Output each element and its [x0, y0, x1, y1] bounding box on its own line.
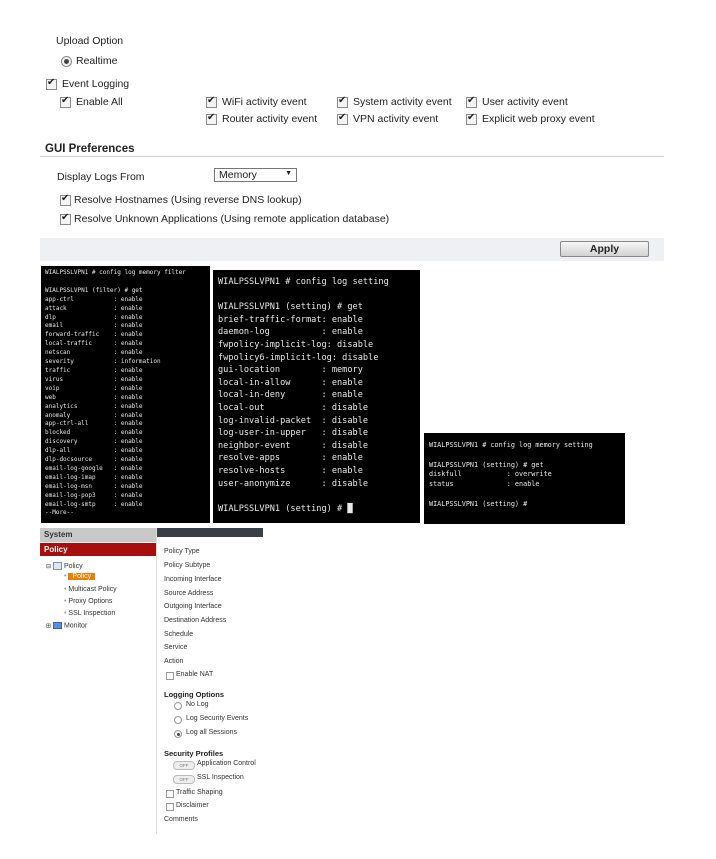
tree-monitor-label: Monitor [63, 622, 88, 630]
expand-minus-icon[interactable]: ⊟ [46, 563, 52, 570]
tree-item-multicast[interactable]: • Multicast Policy [64, 586, 117, 593]
security-profiles-heading: Security Profiles [164, 749, 224, 758]
user-event-label: User activity event [482, 96, 568, 108]
terminal-line: voip : enable [45, 384, 143, 392]
event-logging-label: Event Logging [62, 78, 130, 90]
display-logs-label: Display Logs From [57, 171, 145, 183]
apply-button[interactable]: Apply [560, 241, 649, 257]
terminal-line: app-ctrl-all : enable [45, 420, 143, 428]
terminal-line: fwpolicy-implicit-log: disable [218, 339, 374, 350]
realtime-radio[interactable] [61, 56, 72, 67]
realtime-label: Realtime [76, 55, 118, 67]
terminal-line [429, 490, 620, 500]
policy-folder-icon [53, 562, 62, 570]
terminal-line: gui-location : memory [218, 365, 363, 376]
schedule-label: Schedule [164, 631, 194, 638]
tree-monitor-group[interactable] [46, 622, 87, 629]
policy-subtype-label: Policy Subtype [164, 562, 211, 569]
resolve-apps-checkbox[interactable] [60, 214, 71, 225]
traffic-shaping-checkbox[interactable] [166, 790, 174, 798]
system-event-label: System activity event [353, 96, 452, 108]
terminal-line: dlp-docsource : enable [45, 456, 143, 464]
wifi-event-checkbox[interactable] [206, 97, 217, 108]
enable-nat-label: Enable NAT [176, 671, 214, 678]
log-setting-terminal [213, 270, 420, 523]
user-event-checkbox[interactable] [466, 97, 477, 108]
terminal-line: fwpolicy6-implicit-log: disable [218, 352, 379, 363]
terminal-line: traffic : enable [45, 366, 143, 374]
outgoing-interface-label: Outgoing Interface [164, 603, 222, 610]
terminal-line: WIALPSSLVPN1 # config log memory setting [429, 441, 593, 449]
ssl-inspection-label: SSL Inspection [197, 774, 244, 781]
application-control-label: Application Control [197, 760, 256, 767]
terminal-line: user-anonymize : disable [218, 478, 369, 489]
terminal-line [45, 278, 206, 287]
vpn-event-label: VPN activity event [353, 113, 439, 125]
system-nav-panel [40, 528, 157, 834]
terminal-line: virus : enable [45, 375, 143, 383]
terminal-line: WIALPSSLVPN1 (setting) # [429, 499, 528, 508]
terminal-line: --More-- [45, 509, 74, 517]
no-log-label: No Log [186, 701, 209, 708]
enable-all-checkbox[interactable] [60, 97, 71, 108]
action-label: Action [164, 658, 184, 665]
proxy-event-label: Explicit web proxy event [482, 113, 595, 125]
terminal-line: WIALPSSLVPN1 # config log memory filter [45, 269, 186, 276]
proxy-event-checkbox[interactable] [466, 114, 477, 125]
incoming-interface-label: Incoming Interface [164, 576, 222, 583]
terminal-line: brief-traffic-format: enable [218, 314, 363, 325]
wifi-event-label: WiFi activity event [222, 96, 307, 108]
policy-type-label: Policy Type [164, 548, 200, 555]
tree-item-multicast-label: Multicast Policy [68, 586, 117, 593]
monitor-icon [53, 622, 62, 629]
terminal-line: analytics : enable [45, 402, 143, 410]
terminal-line: attack : enable [45, 304, 143, 312]
tree-item-ssl-inspection[interactable]: • SSL Inspection [64, 610, 116, 617]
terminal-line: resolve-apps : enable [218, 453, 363, 464]
display-logs-value: Memory [219, 169, 257, 181]
enable-nat-checkbox[interactable] [166, 672, 174, 680]
terminal-line [429, 451, 620, 461]
terminal-line: WIALPSSLVPN1 # config log setting [218, 277, 389, 287]
terminal-line: local-out : disable [218, 402, 369, 413]
terminal-line: netscan : enable [45, 349, 143, 357]
terminal-line: dlp : enable [45, 313, 143, 321]
terminal-line: WIALPSSLVPN1 (setting) # get [218, 302, 363, 313]
terminal-line: discovery : enable [45, 438, 143, 446]
terminal-line: email : enable [45, 322, 143, 330]
expand-plus-icon[interactable]: ⊞ [46, 623, 52, 630]
terminal-line: diskfull : overwrite [429, 470, 552, 479]
terminal-line [218, 490, 415, 503]
terminal-line: local-traffic : enable [45, 340, 143, 348]
system-event-checkbox[interactable] [337, 97, 348, 108]
terminal-line: log-invalid-packet : disable [218, 415, 369, 426]
terminal-line: email-log-msn : enable [45, 482, 143, 490]
resolve-hostnames-label: Resolve Hostnames (Using reverse DNS lookup) [74, 194, 302, 206]
display-logs-select[interactable] [214, 168, 297, 182]
terminal-line: severity : information [45, 358, 161, 366]
policy-header[interactable]: Policy [40, 543, 156, 556]
terminal-line: resolve-hosts : enable [218, 465, 363, 476]
terminal-line: WIALPSSLVPN1 (filter) # get [45, 286, 143, 294]
terminal-line: WIALPSSLVPN1 (setting) # get [429, 460, 544, 469]
terminal-line: status : enable [429, 480, 540, 489]
resolve-apps-label: Resolve Unknown Applications (Using remote application database) [74, 213, 390, 225]
terminal-line: app-ctrl : enable [45, 295, 143, 303]
terminal-line: forward-traffic : enable [45, 331, 143, 339]
vpn-event-checkbox[interactable] [337, 114, 348, 125]
terminal-line: local-in-deny : enable [218, 390, 363, 401]
terminal-line: local-in-allow : enable [218, 377, 363, 388]
logging-options-heading: Logging Options [164, 690, 224, 699]
section-divider [40, 156, 664, 157]
log-security-events-label: Log Security Events [186, 715, 249, 722]
tree-item-proxy-options[interactable]: • Proxy Options [64, 598, 113, 605]
memory-filter-terminal [41, 266, 210, 523]
terminal-line: neighbor-event : disable [218, 440, 369, 451]
terminal-line: WIALPSSLVPN1 (setting) # █ [218, 503, 353, 514]
router-event-label: Router activity event [222, 113, 318, 125]
terminal-line: email-log-imap : enable [45, 473, 143, 481]
terminal-line: blocked : enable [45, 429, 143, 437]
terminal-line: email-log-smtp : enable [45, 500, 143, 508]
terminal-line: dlp-all : enable [45, 447, 143, 455]
terminal-line: web : enable [45, 393, 143, 401]
disclaimer-label: Disclaimer [176, 802, 209, 809]
service-label: Service [164, 644, 188, 651]
tree-item-policy-label: Policy [68, 573, 95, 580]
disclaimer-checkbox[interactable] [166, 803, 174, 811]
gui-preferences-title: GUI Preferences [45, 143, 135, 155]
tree-item-proxy-label: Proxy Options [68, 598, 113, 605]
upload-option-label: Upload Option [56, 35, 124, 47]
terminal-line [218, 289, 415, 302]
ssl-inspection-toggle[interactable]: OFF [173, 775, 195, 784]
event-logging-checkbox[interactable] [46, 79, 57, 90]
terminal-line: log-user-in-upper : disable [218, 428, 369, 439]
dropdown-arrow-icon: ▼ [285, 170, 292, 177]
router-event-checkbox[interactable] [206, 114, 217, 125]
destination-address-label: Destination Address [164, 617, 227, 624]
tree-policy-label: Policy [63, 562, 83, 570]
content-topbar [156, 528, 263, 537]
tree-item-ssl-label: SSL Inspection [68, 610, 116, 617]
traffic-shaping-label: Traffic Shaping [176, 789, 223, 796]
memory-setting-terminal [424, 433, 625, 524]
terminal-line: email-log-google : enable [45, 464, 143, 472]
terminal-line: daemon-log : enable [218, 327, 363, 338]
no-log-radio[interactable] [174, 702, 182, 710]
terminal-line: anomaly : enable [45, 411, 143, 419]
system-header[interactable]: System [40, 528, 156, 542]
application-control-toggle[interactable]: OFF [173, 761, 195, 770]
log-all-sessions-radio[interactable] [174, 730, 182, 738]
enable-all-label: Enable All [76, 96, 123, 108]
tree-item-policy[interactable]: • Policy [64, 573, 95, 580]
log-security-events-radio[interactable] [174, 716, 182, 724]
resolve-hostnames-checkbox[interactable] [60, 195, 71, 206]
source-address-label: Source Address [164, 590, 214, 597]
terminal-line: email-log-pop3 : enable [45, 491, 143, 499]
comments-label: Comments [164, 816, 198, 823]
tree-policy-group[interactable] [46, 562, 83, 570]
log-all-sessions-label: Log all Sessions [186, 729, 237, 736]
